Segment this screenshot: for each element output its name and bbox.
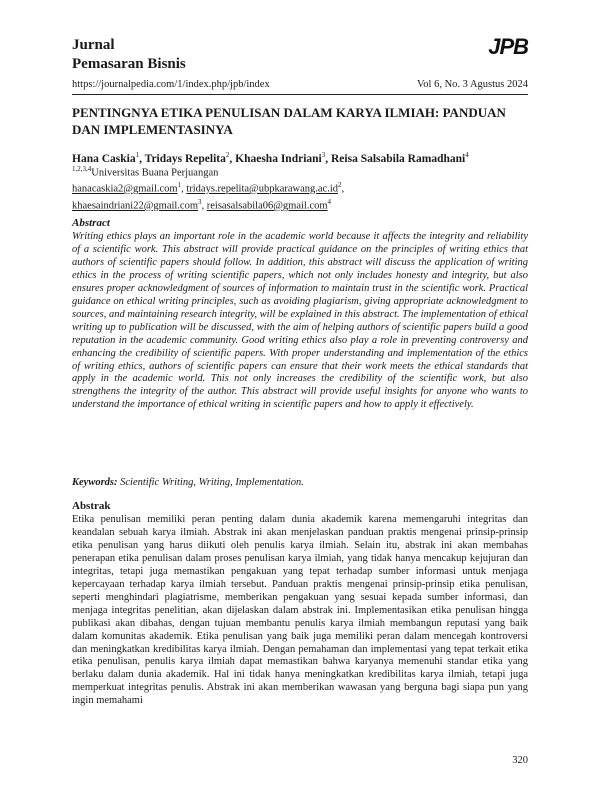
email-link[interactable]: hanacaskia2@gmail.com (72, 183, 178, 195)
page-number: 320 (512, 755, 528, 766)
email-sup: 1 (177, 181, 182, 189)
author-name: Reisa Salsabila Ramadhani (331, 152, 466, 165)
journal-name-line2: Pemasaran Bisnis (72, 56, 186, 72)
abstrak-text: Etika penulisan memiliki peran penting dalam dunia akademik karena memengaruhi integritas dan keandalan sebuah karya ilmiah. Abstrak ini akan menjelaskan panduan praktis mengenai prinsip-prinsip etika penulisan yang harus diikuti oleh penulis karya ilmiah. Selain itu, abstrak ini akan membahas penerapan etika penulisan dalam proses penulisan karya ilmiah, yang tidak hanya mencakup kejujuran dan integritas, tetapi juga memastikan pengakuan yang tepat terhadap sumber informasi untuk menjaga kepercayaan terhadap karya ilmiah tersebut. Panduan praktis mengenai prinsip-prinsip etika penulisan, seperti menghindari plagiatrisme, memberikan pengakuan yang sesuai kepada sumber informasi, dan menjaga integritas penelitian, akan dijelaskan dalam abstrak ini. Implementasikan etika penulisan hingga publikasi akan dibahas, dengan tujuan membantu penulis karya ilmiah membangun reputasi yang baik dalam komunitas akademik. Etika penulisan yang baik juga memiliki peran dalam mencegah kontroversi dan meningkatkan kredibilitas karya ilmiah. Dengan pemahaman dan implementasi yang tepat terkait etika etika penulisan, penulis karya ilmiah dapat memastikan bahwa karyanya memenuhi standar etika yang berlaku dalam dunia akademik. Hal ini tidak hanya meningkatkan kredibilitas karya ilmiah, tetapi juga memperkuat integritas penulis. Abstrak ini akan memberikan wawasan yang berguna bagi siapa pun yang ingin memahami (72, 514, 528, 707)
author-name: Khaesha Indriani (235, 152, 322, 165)
email-sup: 4 (327, 198, 332, 206)
journal-name-line1: Jurnal (72, 37, 115, 53)
journal-name (72, 36, 186, 74)
volume-issue: Vol 6, No. 3 Agustus 2024 (417, 79, 528, 90)
author-list: Hana Caskia$^1$, Tridays Repelita$^2$, Khaesha Indriani$^3$, Reisa Salsabila Ramadhani$^4$ (72, 151, 469, 165)
email-link[interactable]: khaesaindriani22@gmail.com (72, 200, 199, 212)
affiliation (72, 165, 218, 179)
keywords-label: Keywords: (72, 477, 118, 488)
author-name: Tridays Repelita (144, 152, 226, 165)
email-sup: 2 (338, 181, 342, 189)
keywords (72, 477, 528, 488)
author-emails: hanacaskia2@gmail.com$^1$, $tridays.repelita@ubpkarawang.ac.id^2$, khaesaindriani22@gmail.com$^3$, reisasalsabila06@gmail.com$^4$ (72, 181, 345, 212)
abstract-text: Writing ethics plays an important role in the academic world because it affects the integrity and reliability of a scientific work. This abstract will provide practical guidance on the principles of writing ethics that authors of scientific papers should follow. In addition, this abstract will discuss the application of writing ethics in the process of writing scientific papers, which not only includes honesty and integrity, but also ensures proper acknowledgment of sources of information to maintain trust in the scientific work. Practical guidance on ethical writing principles, such as avoiding plagiarism, giving appropriate acknowledgment to sources, and maintaining research integrity, will be explained in this abstract. The implementation of ethical writing up to publication will be discussed, with the aim of helping authors of scientific papers build a good reputation in the academic community. Good writing ethics also play a role in preventing controversy and enhancing the credibility of scientific papers. With proper understanding and implementation of the ethics of writing ethics, authors of scientific papers can ensure that their work meets the ethical standards that apply in the academic world. This not only increases the credibility of the scientific work, but also strengthens the integrity of the author. This abstract will provide useful insights for anyone who wants to understand the importance of ethical writing in scientific papers and how to apply it effectively. (72, 231, 528, 411)
author-sup: 1 (135, 151, 140, 159)
author-sup: 3 (321, 151, 326, 159)
journal-logo: JPB (488, 34, 528, 59)
email-link[interactable]: tridays.repelita@ubpkarawang.ac.id (186, 183, 338, 195)
author-sup: 2 (225, 151, 230, 159)
email-link[interactable]: reisasalsabila06@gmail.com (206, 200, 328, 212)
email-sup: 3 (198, 198, 202, 206)
header-divider (72, 94, 528, 95)
journal-url[interactable]: https://journalpedia.com/1/index.php/jpb/index (72, 79, 270, 90)
abstract-heading: Abstract (72, 217, 110, 229)
keywords-value: Scientific Writing, Writing, Implementation. (120, 477, 304, 488)
affiliation-text: Universitas Buana Perjuangan (91, 167, 219, 179)
paper-title: PENTINGNYA ETIKA PENULISAN DALAM KARYA ILMIAH: PANDUAN DAN IMPLEMENTASINYA (72, 105, 506, 137)
author-sup: 4 (465, 151, 469, 159)
abstrak-heading: Abstrak (72, 500, 111, 512)
affiliation-sup: 1,2,3,4 (72, 165, 92, 173)
author-name: Hana Caskia (72, 152, 136, 165)
